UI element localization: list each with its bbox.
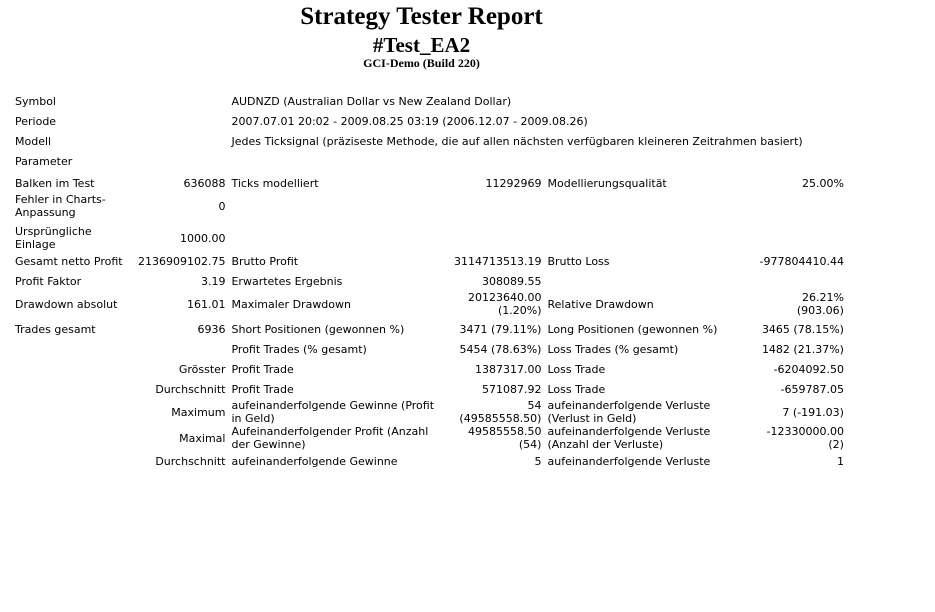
total-trades-value: 6936 xyxy=(197,322,226,336)
expected-payoff-value: 308089.55 xyxy=(481,274,542,288)
report-title: Strategy Tester Report xyxy=(300,3,543,30)
drawdown-absolute-label: Drawdown absolut xyxy=(15,297,118,311)
ticks-value: 11292969 xyxy=(485,176,542,190)
gross-profit-label: Brutto Profit xyxy=(231,254,299,268)
errors-value: 0 xyxy=(218,199,226,213)
gross-profit-value: 3114713513.19 xyxy=(454,254,542,268)
average-label: Durchschnitt xyxy=(155,382,226,396)
drawdown-absolute-value: 161.01 xyxy=(186,297,226,311)
maximal-consecutive-profit-label: Aufeinanderfolgender Profit (Anzahl der Gewinne) xyxy=(231,425,429,451)
report-table xyxy=(12,91,847,471)
average-consecutive-row xyxy=(12,451,847,471)
gross-loss-label: Brutto Loss xyxy=(547,254,610,268)
net-profit-value: 2136909102.75 xyxy=(138,254,226,268)
average-consecutive-label: Durchschnitt xyxy=(155,454,226,468)
maximal-consecutive-loss-count: (2) xyxy=(828,438,844,451)
maximal-consecutive-profit-value: 49585558.50 (54) xyxy=(468,425,542,451)
drawdown-relative-label: Relative Drawdown xyxy=(547,297,654,311)
average-loss-label: Loss Trade xyxy=(547,382,606,396)
net-profit-label: Gesamt netto Profit xyxy=(15,254,123,268)
drawdown-relative-amount: (903.06) xyxy=(796,304,844,317)
symbol-value: AUDNZD (Australian Dollar vs New Zealand Dollar) xyxy=(231,94,512,108)
average-consecutive-losses-value: 1 xyxy=(836,454,844,468)
loss-trades-label: Loss Trades (% gesamt) xyxy=(547,342,679,356)
drawdown-maximal-percent: (1.20%) xyxy=(497,304,542,317)
drawdown-maximal-label: Maximaler Drawdown xyxy=(231,297,351,311)
period-value: 2007.07.01 20:02 - 2009.08.25 03:19 (2006.12.07 - 2009.08.26) xyxy=(231,114,588,128)
average-consecutive-wins-label: aufeinanderfolgende Gewinne xyxy=(231,454,398,468)
short-positions-label: Short Positionen (gewonnen %) xyxy=(231,322,405,336)
average-loss-value: -659787.05 xyxy=(780,382,844,396)
parameter-row xyxy=(12,151,847,171)
largest-loss-value: -6204092.50 xyxy=(773,362,844,376)
max-consecutive-losses-value: 7 (-191.03) xyxy=(782,405,844,419)
errors-label: Fehler in Charts-Anpassung xyxy=(15,193,106,219)
largest-trade-row xyxy=(12,359,847,379)
maximum-consecutive-row xyxy=(12,399,847,425)
average-consecutive-wins-value: 5 xyxy=(534,454,542,468)
largest-profit-value: 1387317.00 xyxy=(475,362,542,376)
largest-profit-label: Profit Trade xyxy=(231,362,294,376)
quality-label: Modellierungsqualität xyxy=(547,176,667,190)
expert-name: #Test_EA2 xyxy=(372,33,471,57)
profit-factor-row xyxy=(12,271,847,291)
ticks-label: Ticks modelliert xyxy=(231,176,319,190)
model-row xyxy=(12,131,847,151)
deposit-row xyxy=(12,225,847,251)
average-profit-value: 571087.92 xyxy=(481,382,542,396)
total-trades-row xyxy=(12,319,847,339)
profit-trades-value: 5454 (78.63%) xyxy=(459,342,542,356)
bars-label: Balken im Test xyxy=(15,176,95,190)
profit-trades-label: Profit Trades (% gesamt) xyxy=(231,342,367,356)
net-profit-row xyxy=(12,251,847,271)
maximal-consecutive-row xyxy=(12,425,847,451)
gross-loss-value: -977804410.44 xyxy=(759,254,844,268)
maximal-consecutive-loss-value xyxy=(756,425,846,451)
largest-label: Grösster xyxy=(178,362,226,376)
quality-value: 25.00% xyxy=(802,176,844,190)
maximal-label: Maximal xyxy=(179,431,226,445)
drawdown-maximal-value xyxy=(447,291,544,317)
bars-row xyxy=(12,173,847,193)
deposit-label: Ursprüngliche Einlage xyxy=(15,225,92,251)
long-positions-label: Long Positionen (gewonnen %) xyxy=(547,322,718,336)
errors-row xyxy=(12,193,847,219)
drawdown-relative-value xyxy=(756,291,846,317)
period-row xyxy=(12,111,847,131)
average-consecutive-losses-label: aufeinanderfolgende Verluste xyxy=(547,454,711,468)
server-build: GCI-Demo (Build 220) xyxy=(363,56,480,70)
period-label: Periode xyxy=(15,114,57,128)
maximal-consecutive-loss-label: aufeinanderfolgende Verluste (Anzahl der Verluste) xyxy=(547,425,711,451)
maximum-label: Maximum xyxy=(171,405,226,419)
average-trade-row xyxy=(12,379,847,399)
symbol-row xyxy=(12,91,847,111)
average-profit-label: Profit Trade xyxy=(231,382,294,396)
total-trades-label: Trades gesamt xyxy=(15,322,96,336)
long-positions-value: 3465 (78.15%) xyxy=(761,322,844,336)
bars-value: 636088 xyxy=(183,176,226,190)
profit-trades-row xyxy=(12,339,847,359)
deposit-value: 1000.00 xyxy=(179,231,226,245)
max-consecutive-wins-label: aufeinanderfolgende Gewinne (Profit in Geld) xyxy=(231,399,435,425)
symbol-label: Symbol xyxy=(15,94,56,108)
model-label: Modell xyxy=(15,134,52,148)
model-value: Jedes Ticksignal (präziseste Methode, die auf allen nächsten verfügbaren kleineren Zeitrahmen basiert) xyxy=(231,134,803,148)
drawdown-relative-percent: 26.21% xyxy=(802,291,844,304)
drawdown-row xyxy=(12,291,847,317)
loss-trades-value: 1482 (21.37%) xyxy=(761,342,844,356)
max-consecutive-losses-label: aufeinanderfolgende Verluste (Verlust in Geld) xyxy=(547,399,711,425)
short-positions-value: 3471 (79.11%) xyxy=(459,322,542,336)
maximal-consecutive-loss-amount: -12330000.00 xyxy=(766,425,844,438)
profit-factor-value: 3.19 xyxy=(200,274,226,288)
parameter-label: Parameter xyxy=(15,154,73,168)
max-consecutive-wins-value: 54 (49585558.50) xyxy=(459,399,542,425)
largest-loss-label: Loss Trade xyxy=(547,362,606,376)
expected-payoff-label: Erwartetes Ergebnis xyxy=(231,274,343,288)
profit-factor-label: Profit Faktor xyxy=(15,274,82,288)
drawdown-maximal-amount: 20123640.00 xyxy=(468,291,542,304)
